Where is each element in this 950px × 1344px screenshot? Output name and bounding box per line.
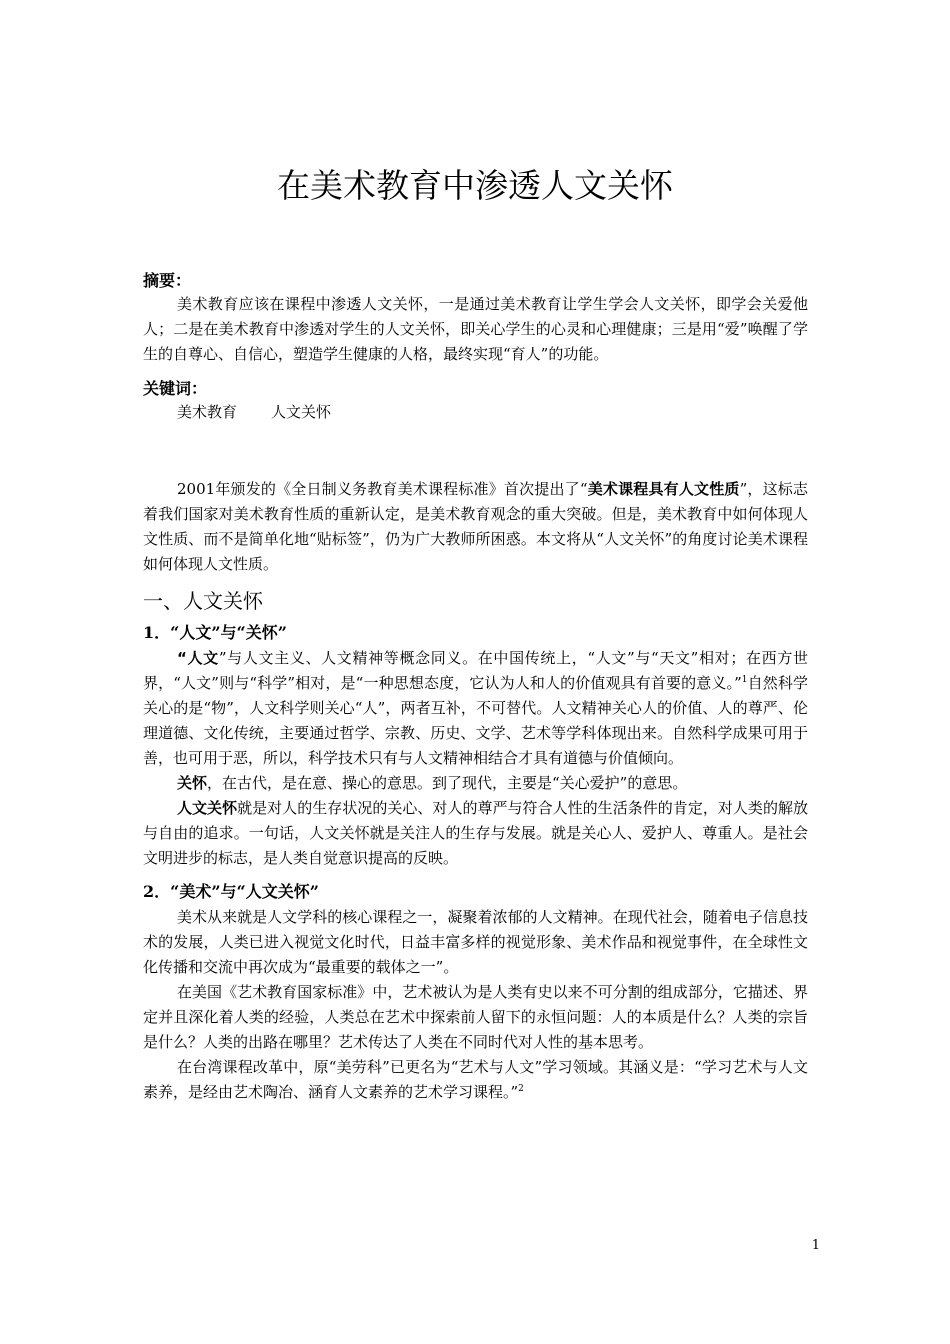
footnote-ref: 2 [518,1084,524,1094]
footnote-ref: 1 [741,675,748,685]
subsection-heading: 1．“人文”与“关怀” [143,623,287,642]
intro-section [143,477,808,577]
abstract-section [143,270,808,367]
keywords-label: 关键词： [143,379,208,398]
paragraph: 在美国《艺术教育国家标准》中，艺术被认为是人类有史以来不可分割的组成部分，它描述、界定并且深化着人类的经验，人类总在艺术中探索前人留下的永恒问题：人的本质是什么？人类的宗旨是什么？人类的出路在哪里？艺术传达了人类在不同时代对人性的基本思考。 [143,983,808,1051]
intro-paragraph: 2001年颁发的《全日制义务教育美术课程标准》首次提出了“美术课程具有人文性质”，这标志着我们国家对美术教育性质的重新认定，是美术教育观念的重大突破。但是，美术教育中如何体现人文性质、而不是简单化地“贴标签”，仍为广大教师所困惑。本文将从“人文关怀”的角度讨论美术课程如何体现人文性质。 [143,480,808,573]
paragraph: “人文”与人文主义、人文精神等概念同义。在中国传统上，“人文”与“天文”相对；在西方世界，“人文”则与“科学”相对，是“一种思想态度，它认为人和人的价值观具有首要的意义。”$^1$自然科学关心的是“物”，人文科学则关心“人”，两者互补，不可替代。人文精神关心人的价值、人的尊严、伦理道德、文化传统，主要通过哲学、宗教、历史、文学、艺术等学科体现出来。自然科学成果可用于善，也可用于恶，所以，科学技术只有与人文精神相结合才具有道德与价值倾向。 [143,649,808,767]
paragraph: 在台湾课程改革中，原“美劳科”已更名为“艺术与人文”学习领域。其涵义是：“学习艺术与人文素养，是经由艺术陶冶、涵育人文素养的艺术学习课程。”$^2$ [143,1058,808,1101]
paragraph: 关怀，在古代，是在意、操心的意思。到了现代，主要是“关心爱护”的意思。 [177,774,688,792]
keyword: 美术教育 [177,403,238,421]
intro-bold-phrase: 美术课程具有人文性质 [587,480,740,498]
keyword: 人文关怀 [271,403,332,421]
keywords-list [143,400,808,425]
paragraph: 人文关怀就是对人的生存状况的关心、对人的尊严与符合人性的生活条件的肯定，对人类的解放与自由的追求。一句话，人文关怀就是关注人的生存与发展。就是关心人、爱护人、尊重人。是社会文明进步的标志，是人类自觉意识提高的反映。 [143,799,808,867]
page-number: 1 [811,1238,820,1253]
subsection-heading: 2．“美术”与“人文关怀” [143,882,319,901]
section-1 [143,586,808,1105]
abstract-text: 美术教育应该在课程中渗透人文关怀，一是通过美术教育让学生学会人文关怀，即学会关爱他人；二是在美术教育中渗透对学生的人文关怀，即关心学生的心灵和心理健康；三是用“爱”唤醒了学生的自尊心、自信心，塑造学生健康的人格，最终实现“育人”的功能。 [143,295,808,363]
section-heading: 一、人文关怀 [143,589,263,613]
paragraph: 美术从来就是人文学科的核心课程之一，凝聚着浓郁的人文精神。在现代社会，随着电子信息技术的发展，人类已进入视觉文化时代，日益丰富多样的视觉形象、美术作品和视觉事件，在全球性文化传播和交流中再次成为“最重要的载体之一”。 [143,908,808,976]
document-title: 在美术教育中渗透人文关怀 [277,166,673,205]
abstract-label: 摘要： [143,271,192,290]
keywords-section [143,378,808,425]
